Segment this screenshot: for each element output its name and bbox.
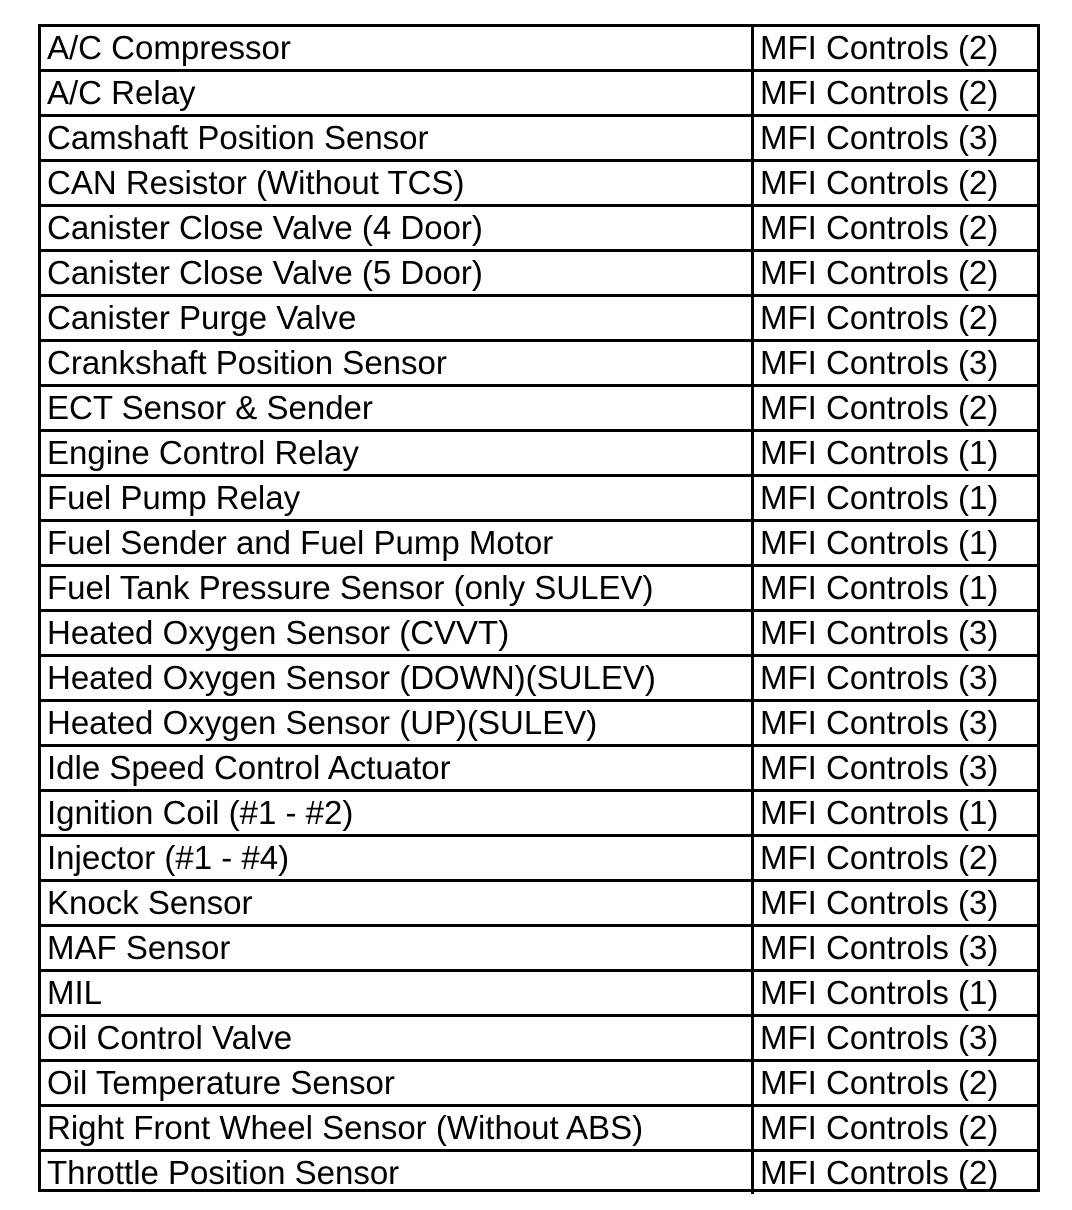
component-name-cell: Ignition Coil (#1 - #2) — [41, 791, 753, 836]
location-cell: MFI Controls (2) — [753, 386, 1038, 431]
table-row — [41, 836, 1037, 881]
location-cell: MFI Controls (2) — [753, 206, 1038, 251]
component-name-cell: Heated Oxygen Sensor (DOWN)(SULEV) — [41, 656, 753, 701]
table-row — [41, 566, 1037, 611]
component-name-cell: MAF Sensor — [41, 926, 753, 971]
location-cell: MFI Controls (3) — [753, 701, 1038, 746]
location-cell: MFI Controls (3) — [753, 746, 1038, 791]
component-name-cell: Canister Close Valve (4 Door) — [41, 206, 753, 251]
table-row — [41, 881, 1037, 926]
component-name-cell: Fuel Sender and Fuel Pump Motor — [41, 521, 753, 566]
table-row — [41, 251, 1037, 296]
location-cell: MFI Controls (1) — [753, 431, 1038, 476]
table-row — [41, 71, 1037, 116]
component-name-cell: Heated Oxygen Sensor (UP)(SULEV) — [41, 701, 753, 746]
table-row — [41, 161, 1037, 206]
table-row — [41, 431, 1037, 476]
component-name-cell: CAN Resistor (Without TCS) — [41, 161, 753, 206]
table-row — [41, 521, 1037, 566]
location-cell: MFI Controls (1) — [753, 476, 1038, 521]
table-row — [41, 611, 1037, 656]
location-cell: MFI Controls (1) — [753, 971, 1038, 1016]
location-cell: MFI Controls (2) — [753, 1151, 1038, 1195]
component-name-cell: Canister Purge Valve — [41, 296, 753, 341]
location-cell: MFI Controls (3) — [753, 341, 1038, 386]
component-name-cell: Oil Temperature Sensor — [41, 1061, 753, 1106]
table-row — [41, 206, 1037, 251]
location-cell: MFI Controls (2) — [753, 836, 1038, 881]
table-row — [41, 1061, 1037, 1106]
location-cell: MFI Controls (1) — [753, 791, 1038, 836]
component-location-table — [41, 27, 1037, 1194]
component-name-cell: ECT Sensor & Sender — [41, 386, 753, 431]
location-cell: MFI Controls (3) — [753, 611, 1038, 656]
location-cell: MFI Controls (3) — [753, 116, 1038, 161]
location-cell: MFI Controls (1) — [753, 566, 1038, 611]
location-cell: MFI Controls (2) — [753, 1061, 1038, 1106]
component-name-cell: MIL — [41, 971, 753, 1016]
location-cell: MFI Controls (2) — [753, 1106, 1038, 1151]
table-row — [41, 296, 1037, 341]
component-name-cell: Canister Close Valve (5 Door) — [41, 251, 753, 296]
component-name-cell: Idle Speed Control Actuator — [41, 746, 753, 791]
location-cell: MFI Controls (3) — [753, 881, 1038, 926]
component-location-table-frame — [38, 24, 1040, 1192]
table-row — [41, 746, 1037, 791]
table-row — [41, 1016, 1037, 1061]
component-name-cell: Injector (#1 - #4) — [41, 836, 753, 881]
table-body — [41, 27, 1037, 1194]
component-name-cell: Heated Oxygen Sensor (CVVT) — [41, 611, 753, 656]
location-cell: MFI Controls (2) — [753, 251, 1038, 296]
component-name-cell: Oil Control Valve — [41, 1016, 753, 1061]
table-row — [41, 27, 1037, 71]
component-name-cell: Crankshaft Position Sensor — [41, 341, 753, 386]
location-cell: MFI Controls (2) — [753, 296, 1038, 341]
location-cell: MFI Controls (2) — [753, 161, 1038, 206]
component-name-cell: Camshaft Position Sensor — [41, 116, 753, 161]
table-row — [41, 341, 1037, 386]
component-name-cell: Throttle Position Sensor — [41, 1151, 753, 1195]
component-name-cell: Right Front Wheel Sensor (Without ABS) — [41, 1106, 753, 1151]
location-cell: MFI Controls (3) — [753, 1016, 1038, 1061]
location-cell: MFI Controls (3) — [753, 656, 1038, 701]
table-row — [41, 476, 1037, 521]
component-name-cell: A/C Compressor — [41, 27, 753, 71]
location-cell: MFI Controls (3) — [753, 926, 1038, 971]
component-name-cell: Fuel Pump Relay — [41, 476, 753, 521]
component-name-cell: Fuel Tank Pressure Sensor (only SULEV) — [41, 566, 753, 611]
location-cell: MFI Controls (1) — [753, 521, 1038, 566]
component-name-cell: Engine Control Relay — [41, 431, 753, 476]
location-cell: MFI Controls (2) — [753, 27, 1038, 71]
location-cell: MFI Controls (2) — [753, 71, 1038, 116]
table-row — [41, 656, 1037, 701]
table-row — [41, 701, 1037, 746]
table-row — [41, 926, 1037, 971]
component-name-cell: A/C Relay — [41, 71, 753, 116]
table-row — [41, 116, 1037, 161]
component-name-cell: Knock Sensor — [41, 881, 753, 926]
table-row — [41, 386, 1037, 431]
table-row — [41, 791, 1037, 836]
table-row — [41, 1106, 1037, 1151]
table-row — [41, 971, 1037, 1016]
table-row — [41, 1151, 1037, 1195]
